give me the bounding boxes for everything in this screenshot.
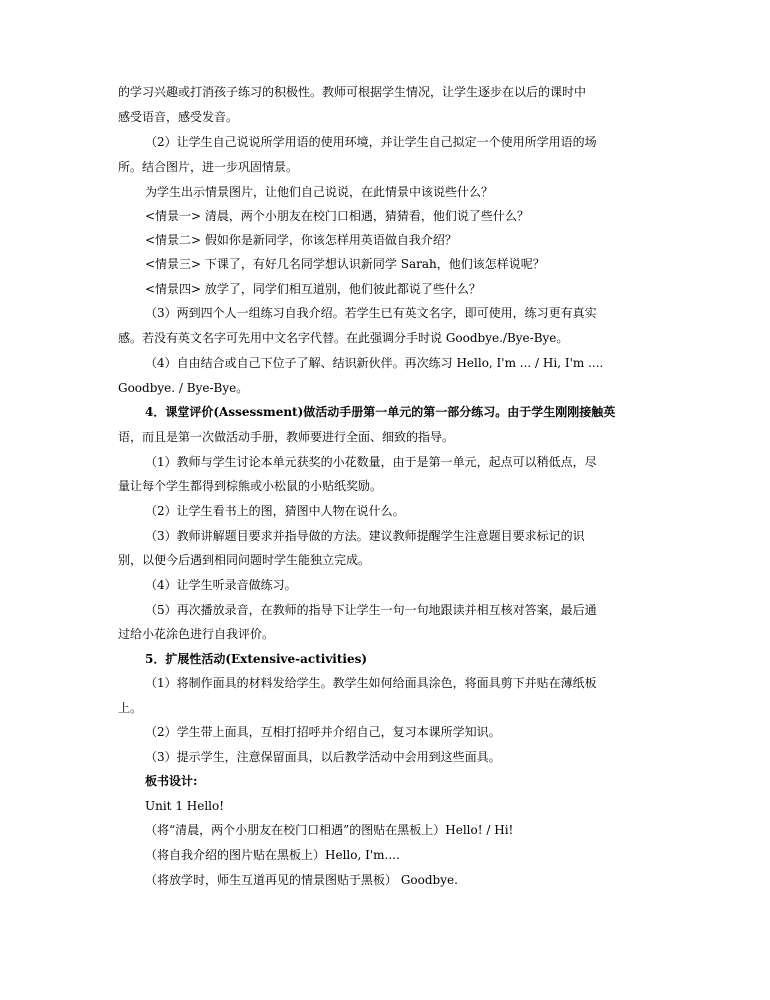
- text-line: 语，而且是第一次做活动手册，教师要进行全面、细致的指导。: [118, 430, 455, 444]
- section-heading: 4．课堂评价(Assessment)做活动手册第一单元的第一部分练习。由于学生刚刚接触英: [145, 405, 616, 419]
- text-line: 为学生出示情景图片，让他们自己说说，在此情景中该说些什么？: [145, 185, 494, 199]
- section-heading: 5．扩展性活动(Extensive-activities): [145, 652, 368, 666]
- text-line: 过给小花涂色进行自我评价。: [118, 627, 275, 641]
- text-line: （2）让学生自己说说所学用语的使用环境，并让学生自己拟定一个使用所学用语的场: [145, 135, 597, 149]
- text-line: 量让每个学生都得到棕熊或小松鼠的小贴纸奖励。: [118, 479, 383, 493]
- board-unit-title: Unit 1 Hello!: [145, 799, 225, 813]
- text-line: （4）让学生听录音做练习。: [145, 578, 297, 592]
- text-line: <情景二> 假如你是新同学，你该怎样用英语做自我介绍？: [145, 233, 457, 247]
- text-line: 感受语音，感受发音。: [118, 110, 239, 124]
- text-line: 的学习兴趣或打消孩子练习的积极性。教师可根据学生情况，让学生逐步在以后的课时中: [118, 85, 587, 99]
- board-line: （将自我介绍的图片贴在黑板上）Hello, I'm....: [145, 848, 400, 862]
- board-line: （将“清晨，两个小朋友在校门口相遇”的图贴在黑板上）Hello! / Hi!: [145, 823, 514, 837]
- text-line: <情景四> 放学了，同学们相互道别，他们彼此都说了些什么？: [145, 282, 481, 296]
- text-line: 上。: [118, 701, 143, 715]
- board-line: （将放学时，师生互道再见的情景图贴于黑板） Goodbye.: [145, 873, 458, 887]
- text-line: （2）让学生看书上的图，猜图中人物在说什么。: [145, 504, 405, 518]
- text-line: （4）自由结合或自己下位子了解、结识新伙伴。再次练习 Hello, I'm ... / Hi, I'm ....: [145, 356, 604, 370]
- board-design-heading: 板书设计:: [145, 774, 198, 788]
- text-line: （1）将制作面具的材料发给学生。教学生如何给面具涂色，将面具剪下并贴在薄纸板: [145, 676, 597, 690]
- text-line: Goodbye. / Bye-Bye。: [118, 381, 249, 395]
- text-line: 感。若没有英文名字可先用中文名字代替。在此强调分手时说 Goodbye./Bye-Bye。: [118, 331, 569, 345]
- text-line: 所。结合图片，进一步巩固情景。: [118, 160, 299, 174]
- text-line: （3）教师讲解题目要求并指导做的方法。建议教师提醒学生注意题目要求标记的识: [145, 529, 585, 543]
- text-line: <情景一> 清晨，两个小朋友在校门口相遇，猜猜看，他们说了些什么？: [145, 209, 529, 223]
- text-line: <情景三> 下课了，有好几名同学想认识新同学 Sarah，他们该怎样说呢？: [145, 257, 545, 271]
- text-line: （3）两到四个人一组练习自我介绍。若学生已有英文名字，即可使用，练习更有真实: [145, 306, 597, 320]
- text-line: （5）再次播放录音，在教师的指导下让学生一句一句地跟读并相互核对答案，最后通: [145, 603, 597, 617]
- text-line: （1）教师与学生讨论本单元获奖的小花数量，由于是第一单元，起点可以稍低点，尽: [145, 455, 597, 469]
- text-line: （2）学生带上面具，互相打招呼并介绍自己，复习本课所学知识。: [145, 725, 501, 739]
- text-line: （3）提示学生，注意保留面具，以后教学活动中会用到这些面具。: [145, 750, 501, 764]
- text-line: 别，以便今后遇到相同问题时学生能独立完成。: [118, 553, 371, 567]
